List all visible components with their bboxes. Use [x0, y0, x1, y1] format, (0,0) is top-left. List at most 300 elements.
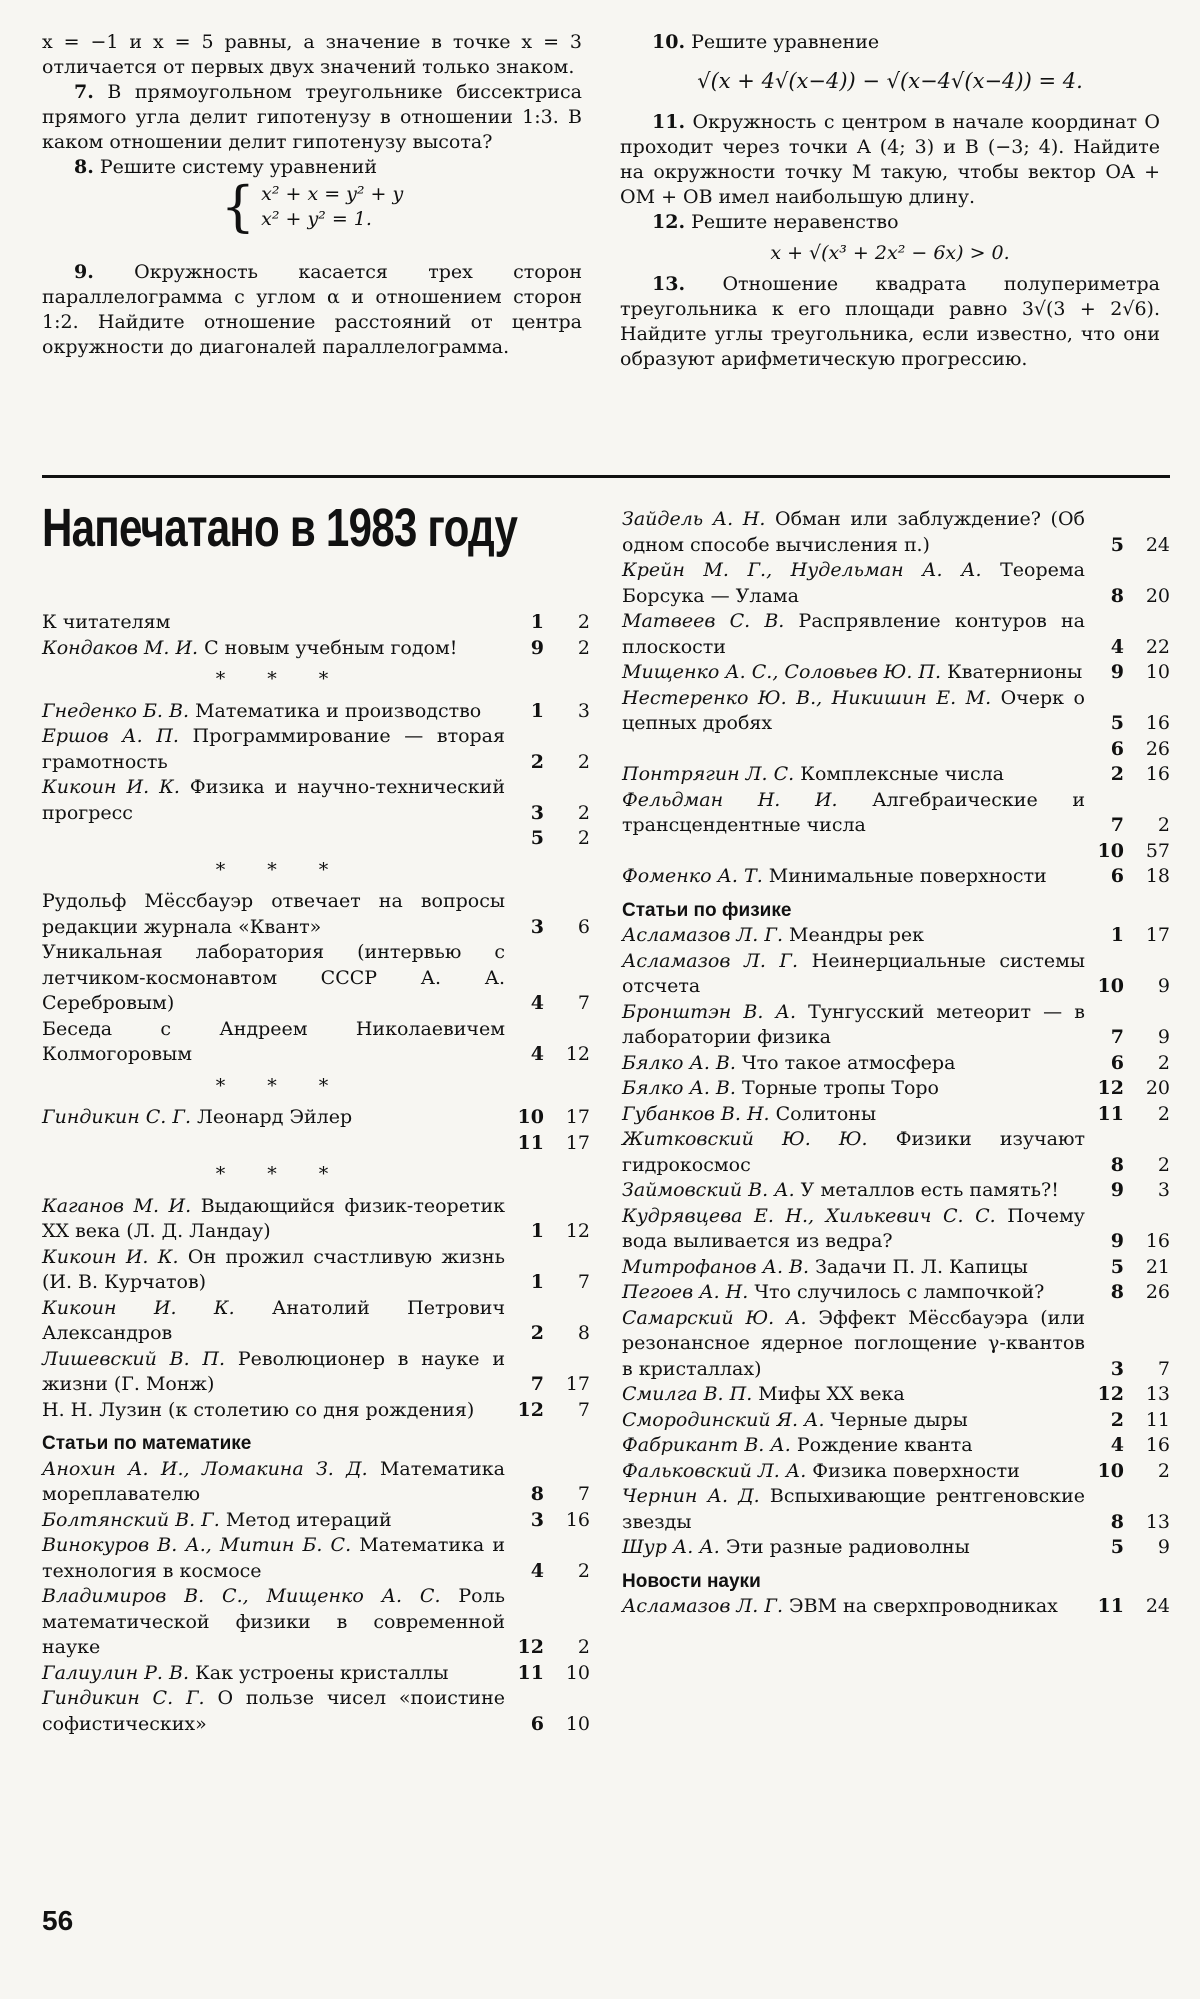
- entry-page: 7: [1157, 1357, 1170, 1380]
- entry-issue: 6: [1110, 1051, 1124, 1074]
- index-entry: [622, 1408, 1170, 1434]
- entry-issue: 9: [1110, 661, 1124, 683]
- entry-author: Фельдман Н. И.: [622, 788, 873, 811]
- stars-separator: * * *: [215, 858, 347, 881]
- entry-author: Чернин А. Д.: [622, 1485, 770, 1507]
- entry-author: Фабрикант В. А.: [622, 1434, 797, 1456]
- entry-issue: 5: [530, 827, 544, 849]
- entry-issue: 9: [1110, 1179, 1124, 1201]
- problem-8: 8. Решите систему уравнений: [74, 156, 378, 178]
- entry-text: [622, 1255, 1085, 1281]
- entry-title: Что такое атмосфера: [741, 1051, 956, 1074]
- entry-text: [622, 1594, 1085, 1620]
- entry-issue: 11: [1097, 1595, 1124, 1617]
- entry-title: Эффект Мёссбауэра (или резонансное ядерное поглощение γ-квантов в кристаллах): [622, 1306, 1085, 1380]
- entry-page: 12: [565, 1220, 590, 1242]
- entry-page: 13: [1145, 1510, 1170, 1533]
- index-entry: [42, 1017, 590, 1068]
- index-entry: [42, 775, 590, 826]
- entry-page: 22: [1145, 635, 1170, 658]
- entry-text: [622, 1102, 1085, 1128]
- entry-text: [42, 1347, 505, 1398]
- entry-page: 7: [577, 1398, 590, 1421]
- entry-text: [42, 699, 505, 725]
- entry-issue: 5: [1110, 1255, 1124, 1278]
- index-entry: [42, 1131, 590, 1157]
- entry-author: Бялко А. В.: [622, 1077, 742, 1099]
- entry-title: С новым учебным годом!: [204, 636, 458, 659]
- entry-title: Рудольф Мёссбауэр отвечает на вопросы редакции журнала «Квант»: [42, 890, 505, 938]
- entry-issue: 10: [1097, 975, 1124, 997]
- entry-issue: 4: [1110, 1434, 1124, 1456]
- entry-title: Рождение кванта: [796, 1434, 973, 1456]
- entry-title: У металлов есть память?!: [800, 1179, 1059, 1201]
- entry-text: [42, 1017, 505, 1068]
- entry-text: [622, 864, 1085, 890]
- entry-author: Шур А. А.: [622, 1536, 726, 1558]
- index-entry: [42, 1347, 590, 1398]
- system-equation-2: x² + y² = 1.: [261, 208, 372, 230]
- index-entry: [42, 1105, 590, 1131]
- entry-text: [42, 889, 505, 940]
- entry-page: 2: [577, 1559, 590, 1582]
- entry-page: 2: [577, 801, 590, 824]
- entry-author: Зайдель А. Н.: [622, 508, 775, 530]
- entry-text: [42, 775, 505, 826]
- entry-title: Он прожил счастливую жизнь (И. В. Курчатов): [42, 1245, 506, 1293]
- entry-title: Солитоны: [775, 1102, 877, 1125]
- entry-text: [622, 558, 1085, 609]
- entry-author: Митрофанов А. В.: [622, 1255, 816, 1278]
- entry-title: Комплексные числа: [800, 763, 1004, 785]
- entry-title: Мифы XX века: [758, 1383, 905, 1405]
- entry-page: 16: [1145, 1434, 1170, 1456]
- entry-text: [42, 1533, 505, 1584]
- entry-text: [622, 1484, 1085, 1535]
- entry-page: 2: [577, 1636, 590, 1658]
- entry-page: 16: [1145, 1230, 1170, 1252]
- index-entry: [622, 949, 1170, 1000]
- entry-title: ЭВМ на сверхпроводниках: [789, 1595, 1058, 1617]
- entry-text: [622, 1127, 1085, 1178]
- entry-author: Бронштэн В. А.: [622, 1000, 809, 1023]
- entry-text: [622, 923, 1085, 949]
- problem-10: 10. Решите уравнение: [652, 31, 880, 53]
- entry-title: Программирование — вторая грамотность: [42, 725, 505, 773]
- index-entry: [42, 1194, 590, 1245]
- index-entry: [622, 1051, 1170, 1077]
- entry-title: Беседа с Андреем Николаевичем Колмогоровым: [42, 1017, 505, 1065]
- entry-text: [622, 660, 1085, 686]
- entry-title: Н. Н. Лузин (к столетию со дня рождения): [42, 1398, 475, 1421]
- entry-author: Кикоин И. К.: [42, 1245, 188, 1268]
- entry-title: Тунгусский метеорит — в лаборатории физика: [622, 1000, 1085, 1048]
- entry-title: Эти разные радиоволны: [725, 1536, 970, 1558]
- entry-issue: 5: [1110, 533, 1124, 556]
- index-right-column: [622, 507, 1170, 1620]
- entry-page: 26: [1145, 737, 1170, 760]
- entry-author: Губанков В. Н.: [622, 1102, 776, 1125]
- brace-symbol: {: [220, 175, 256, 238]
- index-entry: [622, 1127, 1170, 1178]
- entry-issue: 10: [1097, 1459, 1124, 1482]
- entry-page: 2: [577, 636, 590, 659]
- entry-text: [42, 636, 505, 662]
- entry-issue: 11: [517, 1131, 544, 1154]
- entry-title: Обман или заблуждение? (Об одном способе вычисления π.): [622, 508, 1085, 556]
- entry-page: 57: [1145, 839, 1170, 862]
- entry-issue: 1: [530, 1271, 544, 1293]
- problem-13: 13. Отношение квадрата полупериметра треугольника к его площади равно 3√(3 + 2√6). Найдите углы треугольника, если известно, что они образуют арифметическую прогрессию.: [620, 273, 1160, 370]
- problem-12: 12. Решите неравенство: [652, 211, 899, 233]
- entry-page: 9: [1157, 975, 1170, 997]
- entry-title: Меандры рек: [789, 924, 925, 946]
- entry-issue: 1: [530, 611, 544, 633]
- entry-page: 2: [577, 750, 590, 773]
- entry-text: [42, 1194, 505, 1245]
- problem-11: 11. Окружность с центром в начале координат O проходит через точки A (4; 3) и B (−3; 4). Найдите на окружности точку M такую, чтобы вектор OA + OM + OB имел наибольшую длину.: [620, 111, 1160, 208]
- entry-issue: 6: [1110, 737, 1124, 760]
- entry-page: 24: [1145, 1595, 1170, 1617]
- entry-page: 10: [1145, 661, 1170, 683]
- entry-author: Владимиров В. С., Мищенко А. С.: [42, 1585, 459, 1607]
- entry-issue: 9: [1110, 1230, 1124, 1252]
- entry-page: 7: [577, 1483, 590, 1505]
- entry-text: [622, 1408, 1085, 1434]
- entry-author: Нестеренко Ю. В., Никишин Е. М.: [622, 686, 1001, 709]
- entry-issue: 7: [1110, 1026, 1124, 1048]
- entry-author: Займовский В. А.: [622, 1179, 801, 1201]
- entry-issue: 2: [530, 1322, 544, 1344]
- index-entry: [622, 1102, 1170, 1128]
- entry-page: 8: [577, 1322, 590, 1344]
- index-entry: [622, 609, 1170, 660]
- entry-author: Болтянский В. Г.: [42, 1508, 226, 1531]
- entry-text: [42, 1584, 505, 1661]
- index-entry: [42, 636, 590, 662]
- index-left-column: [42, 610, 590, 1737]
- entry-issue: 8: [1110, 1153, 1124, 1176]
- entry-title: К читателям: [42, 611, 171, 633]
- entry-title: Минимальные поверхности: [768, 865, 1047, 887]
- entry-text: [42, 1686, 505, 1737]
- entry-author: Ершов А. П.: [42, 725, 193, 747]
- entry-page: 20: [1145, 584, 1170, 607]
- entry-issue: 4: [530, 1559, 544, 1582]
- entry-title: Неинерциальные системы отсчета: [622, 949, 1085, 997]
- entry-page: 2: [1157, 1459, 1170, 1482]
- index-entry: [42, 826, 590, 852]
- entry-text: [622, 1459, 1085, 1485]
- entry-author: Гиндикин С. Г.: [42, 1687, 218, 1709]
- entry-title: Физика и научно-технический прогресс: [42, 776, 506, 824]
- entry-page: 16: [1145, 712, 1170, 734]
- entry-author: Анохин А. И., Ломакина З. Д.: [42, 1457, 380, 1480]
- entry-title: Метод итераций: [225, 1508, 392, 1531]
- entry-text: [622, 609, 1085, 660]
- entry-author: Житковский Ю. Ю.: [622, 1128, 896, 1150]
- entry-title: Математика и производство: [195, 699, 482, 722]
- index-entry: [622, 1433, 1170, 1459]
- entry-page: 3: [577, 699, 590, 722]
- entry-issue: 11: [517, 1661, 544, 1684]
- entry-title: Задачи П. Л. Капицы: [815, 1255, 1028, 1278]
- entry-issue: 8: [1110, 1510, 1124, 1533]
- entry-title: Математика мореплавателю: [42, 1457, 505, 1505]
- index-entry: [42, 889, 590, 940]
- entry-page: 9: [1157, 1026, 1170, 1048]
- entry-text: [622, 1382, 1085, 1408]
- entry-text: [42, 1398, 505, 1424]
- entry-page: 16: [1145, 763, 1170, 785]
- index-entry: [622, 839, 1170, 865]
- entry-page: 9: [1157, 1536, 1170, 1558]
- entry-author: Асламазов Л. Г.: [622, 949, 812, 972]
- entry-author: Кикоин И. К.: [42, 1296, 273, 1319]
- entry-author: Кудрявцева Е. Н., Хилькевич С. С.: [622, 1204, 1008, 1227]
- entry-text: [622, 507, 1085, 558]
- index-entry: [42, 724, 590, 775]
- entry-page: 6: [577, 915, 590, 938]
- entry-title: Очерк о цепных дробях: [622, 686, 1085, 734]
- entry-issue: 10: [517, 1106, 544, 1128]
- index-entry: [42, 1686, 590, 1737]
- entry-issue: 2: [1110, 763, 1124, 785]
- index-entry: [622, 788, 1170, 839]
- entry-text: [622, 762, 1085, 788]
- entry-title: Черные дыры: [830, 1408, 968, 1431]
- entry-issue: 12: [517, 1636, 544, 1658]
- entry-author: Кондаков М. И.: [42, 636, 205, 659]
- problem-10-equation: √(x + 4√(x−4)) − √(x−4√(x−4)) = 4.: [697, 69, 1083, 93]
- entry-text: [42, 1105, 505, 1131]
- entry-page: 11: [1145, 1408, 1170, 1431]
- entry-text: [622, 1178, 1085, 1204]
- index-entry: [622, 864, 1170, 890]
- entry-page: 2: [577, 611, 590, 633]
- entry-author: Смородинский Я. А.: [622, 1408, 831, 1431]
- entry-text: [622, 1280, 1085, 1306]
- index-entry: [622, 1255, 1170, 1281]
- entry-page: 2: [1157, 1153, 1170, 1176]
- entry-page: 2: [1157, 814, 1170, 836]
- entry-title: Алгебраические и трансцендентные числа: [622, 788, 1085, 836]
- stars-separator: * * *: [215, 1074, 347, 1097]
- entry-text: [42, 724, 505, 775]
- entry-issue: 7: [1110, 814, 1124, 836]
- entry-page: 17: [565, 1106, 590, 1128]
- entry-author: Пегоев А. Н.: [622, 1281, 755, 1303]
- entry-page: 2: [577, 827, 590, 849]
- entry-title: Физики изучают гидрокосмос: [622, 1128, 1086, 1176]
- section-heading: Статьи по математике: [42, 1433, 252, 1454]
- index-entry: [622, 686, 1170, 737]
- index-entry: [622, 1280, 1170, 1306]
- entry-issue: 12: [1097, 1077, 1124, 1099]
- index-entry: [622, 1076, 1170, 1102]
- index-entry: [622, 1484, 1170, 1535]
- entry-author: Матвеев С. В.: [622, 610, 799, 632]
- index-entry: [622, 507, 1170, 558]
- entry-page: 2: [1157, 1102, 1170, 1125]
- index-entry: [622, 1000, 1170, 1051]
- entry-author: Лишевский В. П.: [42, 1347, 238, 1370]
- problems-right-column: [620, 30, 1160, 372]
- entry-text: [42, 1296, 505, 1347]
- entry-issue: 8: [1110, 584, 1124, 607]
- entry-page: 16: [565, 1508, 590, 1531]
- entry-title: Роль математической физики в современной науке: [42, 1585, 505, 1658]
- entry-author: Фальковский Л. А.: [622, 1459, 813, 1482]
- entry-issue: 4: [1110, 635, 1124, 658]
- problems-left-column: [42, 30, 582, 360]
- problem-8-system: [42, 175, 582, 238]
- problem-12-inequality: x + √(x³ + 2x² − 6x) > 0.: [770, 242, 1010, 264]
- index-entry: [42, 940, 590, 1017]
- entry-author: Понтрягин Л. С.: [622, 763, 801, 785]
- section-heading: Новости науки: [622, 1570, 761, 1592]
- index-entry: [622, 1306, 1170, 1383]
- entry-issue: 5: [1110, 712, 1124, 734]
- entry-issue: 11: [1097, 1102, 1124, 1125]
- entry-title: Леонард Эйлер: [197, 1106, 353, 1128]
- entry-issue: 12: [517, 1398, 544, 1421]
- entry-author: Галиулин Р. В.: [42, 1661, 196, 1684]
- entry-title: Как устроены кристаллы: [195, 1661, 449, 1684]
- entry-page: 20: [1145, 1077, 1170, 1099]
- index-entry: [42, 1245, 590, 1296]
- entry-text: [622, 788, 1085, 839]
- entry-author: Кикоин И. К.: [42, 776, 190, 798]
- entry-text: [622, 1535, 1085, 1561]
- entry-issue: 3: [530, 915, 544, 938]
- entry-issue: 8: [530, 1483, 544, 1505]
- entry-text: [622, 1000, 1085, 1051]
- index-entry: [622, 1382, 1170, 1408]
- entry-text: [622, 1433, 1085, 1459]
- entry-text: [622, 1076, 1085, 1102]
- entry-issue: 4: [530, 992, 544, 1014]
- entry-author: Крейн М. Г., Нудельман А. А.: [622, 559, 1001, 581]
- entry-page: 17: [565, 1373, 590, 1395]
- index-entry: [42, 699, 590, 725]
- entry-issue: 9: [530, 636, 544, 659]
- system-equation-1: x² + x = y² + y: [261, 183, 404, 205]
- entry-issue: 3: [1110, 1357, 1124, 1380]
- entry-issue: 3: [530, 801, 544, 824]
- problem-7: 7. В прямоугольном треугольнике биссектриса прямого угла делит гипотенузу в отношении 1:3. В каком отношении делит гипотенузу высота?: [42, 81, 583, 153]
- entry-title: О пользе чисел «поистине софистических»: [42, 1687, 505, 1735]
- entry-title: Революционер в науке и жизни (Г. Монж): [42, 1347, 505, 1395]
- entry-text: [622, 949, 1085, 1000]
- entry-issue: 3: [530, 1508, 544, 1531]
- entry-text: [622, 1204, 1085, 1255]
- entry-page: 17: [1145, 924, 1170, 946]
- entry-page: 2: [1157, 1051, 1170, 1074]
- problem-6-continuation: x = −1 и x = 5 равны, а значение в точке x = 3 отличается от первых двух значений только знаком.: [42, 31, 582, 78]
- entry-page: 18: [1145, 865, 1170, 887]
- entry-author: Гиндикин С. Г.: [42, 1106, 198, 1128]
- index-title: Напечатано в 1983 году: [42, 498, 518, 558]
- entry-text: [42, 940, 505, 1017]
- entry-text: [622, 1051, 1085, 1077]
- entry-page: 26: [1145, 1281, 1170, 1303]
- entry-title: Физика поверхности: [812, 1459, 1020, 1482]
- index-entry: [622, 923, 1170, 949]
- entry-page: 13: [1145, 1383, 1170, 1405]
- entry-title: Вспыхивающие рентгеновские звезды: [622, 1485, 1085, 1533]
- stars-separator: * * *: [215, 668, 347, 690]
- index-entry: [42, 1584, 590, 1661]
- index-entry: [42, 1296, 590, 1347]
- entry-author: Гнеденко Б. В.: [42, 699, 196, 722]
- entry-title: Что случилось с лампочкой?: [754, 1281, 1045, 1303]
- entry-author: Смилга В. П.: [622, 1383, 759, 1405]
- entry-issue: 6: [530, 1712, 544, 1735]
- entry-author: Самарский Ю. А.: [622, 1306, 819, 1329]
- entry-title: Уникальная лаборатория (интервью с летчиком-космонавтом СССР А. А. Серебровым): [42, 941, 505, 1014]
- entry-title: Торные тропы Торо: [741, 1077, 939, 1099]
- index-entry: [42, 1533, 590, 1584]
- index-entry: [42, 1457, 590, 1508]
- entry-title: Почему вода выливается из ведра?: [622, 1204, 1085, 1252]
- entry-author: Асламазов Л. Г.: [622, 924, 790, 946]
- section-divider: [42, 475, 1170, 478]
- entry-author: Каганов М. И.: [42, 1194, 201, 1217]
- entry-title: Анатолий Петрович Александров: [42, 1296, 506, 1344]
- entry-page: 12: [565, 1043, 590, 1065]
- entry-text: [622, 1306, 1085, 1383]
- entry-issue: 1: [530, 1220, 544, 1242]
- entry-title: Распрявление контуров на плоскости: [622, 610, 1085, 658]
- index-entry: [622, 737, 1170, 763]
- index-entry: [622, 1178, 1170, 1204]
- entry-issue: 12: [1097, 1383, 1124, 1405]
- section-heading: Статьи по физике: [622, 899, 792, 921]
- entry-page: 17: [565, 1131, 590, 1154]
- index-entry: [622, 762, 1170, 788]
- index-entry: [42, 1398, 590, 1424]
- index-entry: [622, 558, 1170, 609]
- entry-page: 10: [565, 1661, 590, 1684]
- entry-issue: 4: [530, 1043, 544, 1065]
- entry-issue: 10: [1097, 839, 1124, 862]
- index-entry: [42, 1661, 590, 1687]
- entry-issue: 2: [530, 750, 544, 773]
- index-entry: [42, 1508, 590, 1534]
- entry-text: [42, 610, 505, 636]
- index-entry: [622, 1594, 1170, 1620]
- entry-issue: 2: [1110, 1408, 1124, 1431]
- entry-page: 10: [565, 1712, 590, 1735]
- entry-text: [42, 1661, 505, 1687]
- entry-author: Асламазов Л. Г.: [622, 1595, 790, 1617]
- entry-page: 7: [577, 992, 590, 1014]
- entry-issue: 1: [1110, 924, 1124, 946]
- stars-separator: * * *: [215, 1163, 347, 1185]
- problem-9: 9. Окружность касается трех сторон параллелограмма с углом α и отношением сторон 1:2. Найдите отношение расстояний от центра окружности до диагоналей параллелограмма.: [42, 261, 582, 358]
- entry-page: 7: [577, 1271, 590, 1293]
- entry-issue: 7: [530, 1373, 544, 1395]
- entry-author: Мищенко А. С., Соловьев Ю. П.: [622, 661, 948, 683]
- entry-title: Кватернионы: [947, 661, 1083, 683]
- index-entry: [622, 1459, 1170, 1485]
- entry-title: Математика и технология в космосе: [42, 1534, 505, 1582]
- entry-issue: 8: [1110, 1281, 1124, 1303]
- index-entry: [622, 660, 1170, 686]
- entry-text: [42, 1245, 505, 1296]
- entry-text: [622, 686, 1085, 737]
